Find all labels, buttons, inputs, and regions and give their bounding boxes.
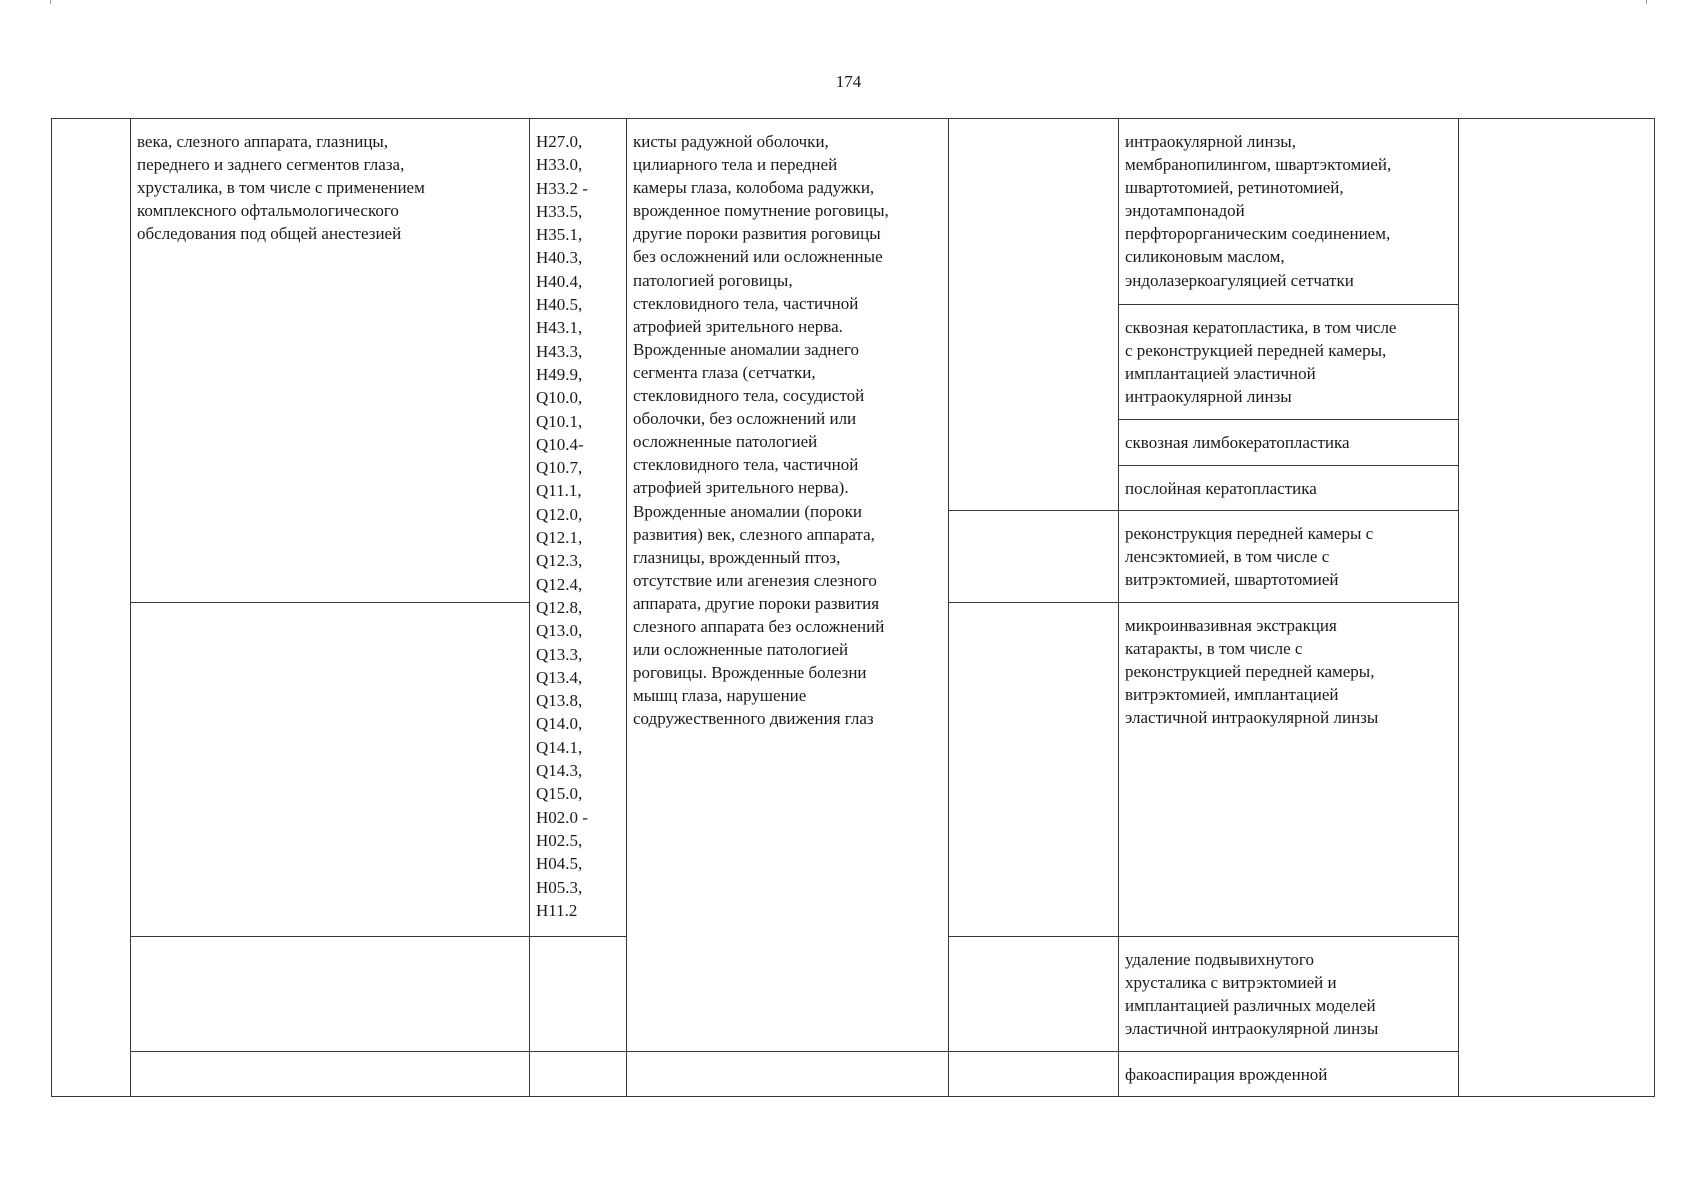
table-cell-method-8 xyxy=(1119,1052,1459,1097)
table-cell-treatment-type-3 xyxy=(949,603,1119,937)
table-cell-treatment-type-5 xyxy=(949,1052,1119,1097)
table-cell-method-4 xyxy=(1119,466,1459,511)
table-cell-procedure-group-2 xyxy=(131,603,530,937)
table-cell-procedure-group-3 xyxy=(131,937,530,1052)
table-cell-method-7 xyxy=(1119,937,1459,1052)
table-cell-method-1 xyxy=(1119,119,1459,305)
diagnosis-text: кисты радужной оболочки, цилиарного тела и передней камеры глаза, колобома радужки, врожденное помутнение роговицы, другие пороки развития роговицы без осложнений или осложненные патологией роговицы, стекловидного тела, частичной атрофией зрительного нерва. Врожденные аномалии заднего сегмента глаза (сетчатки, стекловидного тела, сосудистой оболочки, без осложнений или осложненные патологией стекловидного тела, частичной атрофией зрительного нерва). Врожденные аномалии (пороки развития) век, слезного аппарата, глазницы, врожденный птоз, отсутствие или агенезия слезного аппарата, другие пороки развития слезного аппарата без осложнений или осложненные патологией роговицы. Врожденные болезни мышц глаза, нарушение содружественного движения глаз xyxy=(633,132,889,729)
procedure-group-text: века, слезного аппарата, глазницы, переднего и заднего сегментов глаза, хрусталика, в том числе с применением комплексного офтальмологического обследования под общей анестезией xyxy=(137,132,425,244)
method-text-6: микроинвазивная экстракция катаракты, в том числе с реконструкцией передней камеры, витрэктомией, имплантацией эластичной интраокулярной линзы xyxy=(1125,616,1379,728)
table-cell-norm xyxy=(1459,119,1655,1097)
table-cell-procedure-group xyxy=(131,119,530,603)
medical-procedures-table xyxy=(51,118,1655,1097)
table-cell-method-5 xyxy=(1119,511,1459,603)
method-text-1: интраокулярной линзы, мембранопилингом, швартэктомией, швартотомией, ретинотомией, эндотампонадой перфторорганическим соединением, силиконовым маслом, эндолазеркоагуляцией сетчатки xyxy=(1125,132,1392,290)
table-cell-icd-codes-3 xyxy=(530,1052,627,1097)
table-cell-method-2 xyxy=(1119,305,1459,420)
table-cell-diagnosis-2 xyxy=(627,1052,949,1097)
icd-codes-text: H27.0, H33.0, H33.2 - H33.5, H35.1, H40.3, H40.4, H40.5, H43.1, H43.3, H49.9, Q10.0, Q10.1, Q10.4- Q10.7, Q11.1, Q12.0, Q12.1, Q12.3, Q12.4, Q12.8, Q13.0, Q13.3, Q13.4, Q13.8, Q14.0, Q14.1, Q14.3, Q15.0, H02.0 - H02.5, H04.5, H05.3, H11.2 xyxy=(536,132,588,920)
table-cell-icd-codes xyxy=(530,119,627,937)
scan-edge-mark-right xyxy=(1646,0,1647,4)
page-number: 174 xyxy=(835,72,862,91)
method-text-5: реконструкция передней камеры с ленсэктомией, в том числе с витрэктомией, швартотомией xyxy=(1125,524,1374,590)
table-cell-treatment-type-2 xyxy=(949,511,1119,603)
table-cell-diagnosis xyxy=(627,119,949,1052)
table-cell-icd-codes-2 xyxy=(530,937,627,1052)
table-cell-procedure-group-4 xyxy=(131,1052,530,1097)
table-cell-treatment-type-4 xyxy=(949,937,1119,1052)
method-text-8: факоаспирация врожденной xyxy=(1125,1065,1328,1084)
table-cell-method-6 xyxy=(1119,603,1459,937)
table-cell-number xyxy=(52,119,131,1097)
table-cell-method-3 xyxy=(1119,420,1459,466)
method-text-3: сквозная лимбокератопластика xyxy=(1125,433,1350,452)
method-text-7: удаление подвывихнутого хрусталика с витрэктомией и имплантацией различных моделей эластичной интраокулярной линзы xyxy=(1125,950,1379,1039)
scan-edge-mark-left xyxy=(50,0,51,4)
method-text-4: послойная кератопластика xyxy=(1125,479,1317,498)
method-text-2: сквозная кератопластика, в том числе с реконструкцией передней камеры, имплантацией эластичной интраокулярной линзы xyxy=(1125,318,1397,407)
table-cell-treatment-type xyxy=(949,119,1119,511)
